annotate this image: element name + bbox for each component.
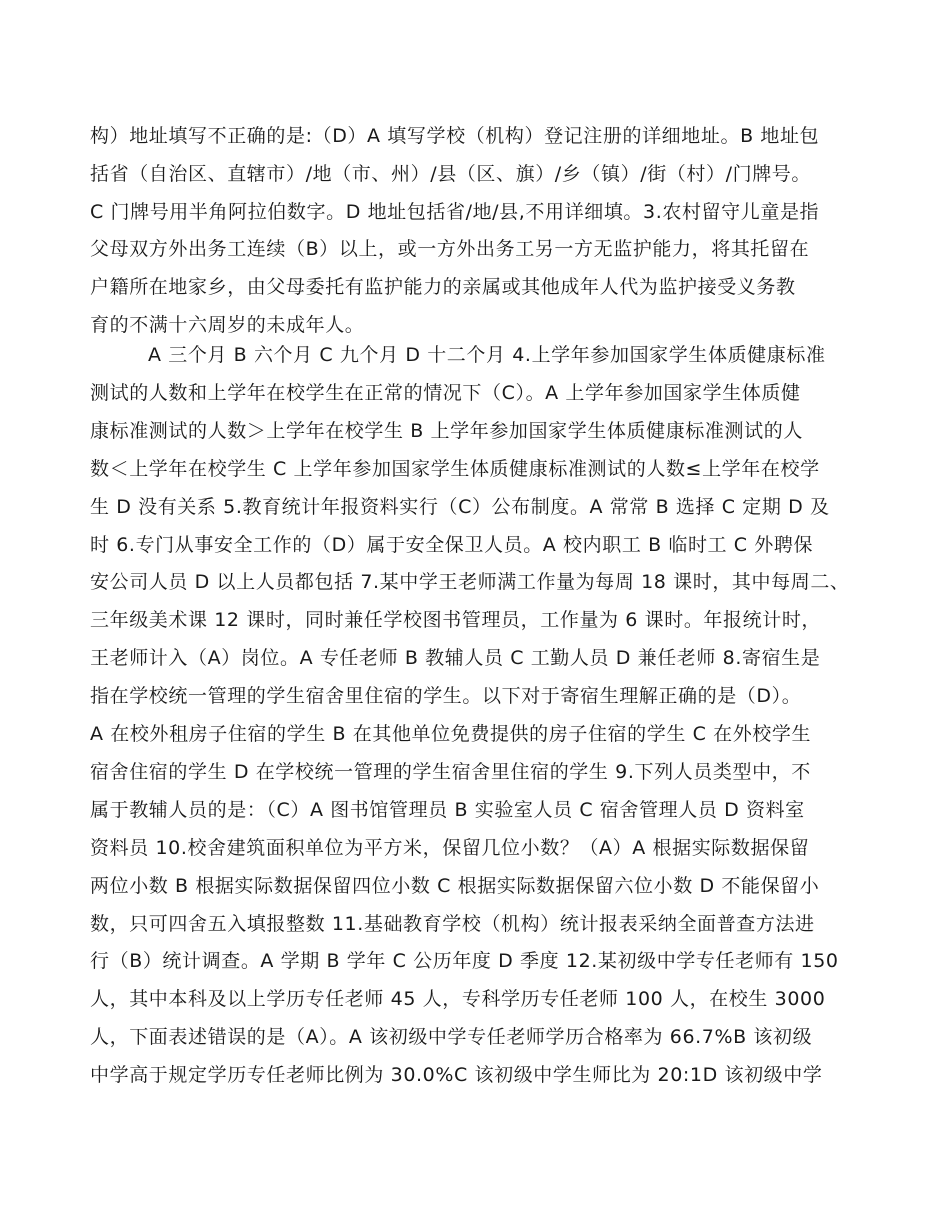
- text-line: 资料员 10.校舍建筑面积单位为平方米，保留几位小数？（A）A 根据实际数据保留: [90, 836, 810, 859]
- text-line: 指在学校统一管理的学生宿舍里住宿的学生。以下对于寄宿生理解正确的是（D）。: [90, 685, 802, 708]
- text-line: A 在校外租房子住宿的学生 B 在其他单位免费提供的房子住宿的学生 C 在外校学生: [90, 723, 812, 745]
- text-line: 构）地址填写不正确的是:（D）A 填写学校（机构）登记注册的详细地址。B 地址包: [90, 125, 820, 147]
- text-line: A 三个月 B 六个月 C 九个月 D 十二个月 4.上学年参加国家学生体质健康标准: [148, 344, 826, 366]
- text-line: 两位小数 B 根据实际数据保留四位小数 C 根据实际数据保留六位小数 D 不能保留小: [90, 874, 820, 897]
- text-line: 宿舍住宿的学生 D 在学校统一管理的学生宿舍里住宿的学生 9.下列人员类型中，不: [90, 760, 811, 783]
- text-line: 属于教辅人员的是：（C）A 图书馆管理员 B 实验室人员 C 宿舍管理人员 D 资料室: [90, 798, 805, 821]
- text-line: 括省（自治区、直辖市）/地（市、州）/县（区、旗）/乡（镇）/街（村）/门牌号。: [90, 162, 812, 185]
- text-line: C 门牌号用半角阿拉伯数字。D 地址包括省/地/县,不用详细填。3.农村留守儿童是指: [90, 200, 820, 223]
- text-line: 父母双方外出务工连续（B）以上，或一方外出务工另一方无监护能力，将其托留在: [90, 238, 810, 261]
- text-line: 康标准测试的人数＞上学年在校学生 B 上学年参加国家学生体质健康标准测试的人: [90, 419, 803, 442]
- text-line: 中学高于规定学历专任老师比例为 30.0%C 该初级中学生师比为 20:1D 该初级中学: [90, 1064, 823, 1087]
- text-line: 安公司人员 D 以上人员都包括 7.某中学王老师满工作量为每周 18 课时，其中每周二、: [90, 571, 850, 594]
- text-line: 行（B）统计调查。A 学期 B 学年 C 公历年度 D 季度 12.某初级中学专任老师有 150: [90, 950, 839, 973]
- text-line: 时 6.专门从事安全工作的（D）属于安全保卫人员。A 校内职工 B 临时工 C 外聘保: [90, 533, 814, 556]
- text-line: 户籍所在地家乡，由父母委托有监护能力的亲属或其他成年人代为监护接受义务教: [90, 276, 796, 299]
- text-line: 测试的人数和上学年在校学生在正常的情况下（C）。A 上学年参加国家学生体质健: [90, 381, 801, 404]
- text-line: 数，只可四舍五入填报整数 11.基础教育学校（机构）统计报表采纳全面普查方法进: [90, 912, 815, 935]
- text-line: 数＜上学年在校学生 C 上学年参加国家学生体质健康标准测试的人数≤上学年在校学: [90, 457, 820, 480]
- text-line: 三年级美术课 12 课时，同时兼任学校图书管理员，工作量为 6 课时。年报统计时，: [90, 609, 822, 632]
- text-line: 人，下面表述错误的是（A）。A 该初级中学专任老师学历合格率为 66.7%B 该初级: [90, 1026, 813, 1049]
- text-line: 王老师计入（A）岗位。A 专任老师 B 教辅人员 C 工勤人员 D 兼任老师 8.寄宿生是: [90, 647, 821, 670]
- text-line: 人，其中本科及以上学历专任老师 45 人，专科学历专任老师 100 人，在校生 3000: [90, 988, 826, 1011]
- text-line: 生 D 没有关系 5.教育统计年报资料实行（C）公布制度。A 常常 B 选择 C 定期 D 及: [90, 495, 830, 518]
- text-line: 育的不满十六周岁的未成年人。: [90, 314, 365, 336]
